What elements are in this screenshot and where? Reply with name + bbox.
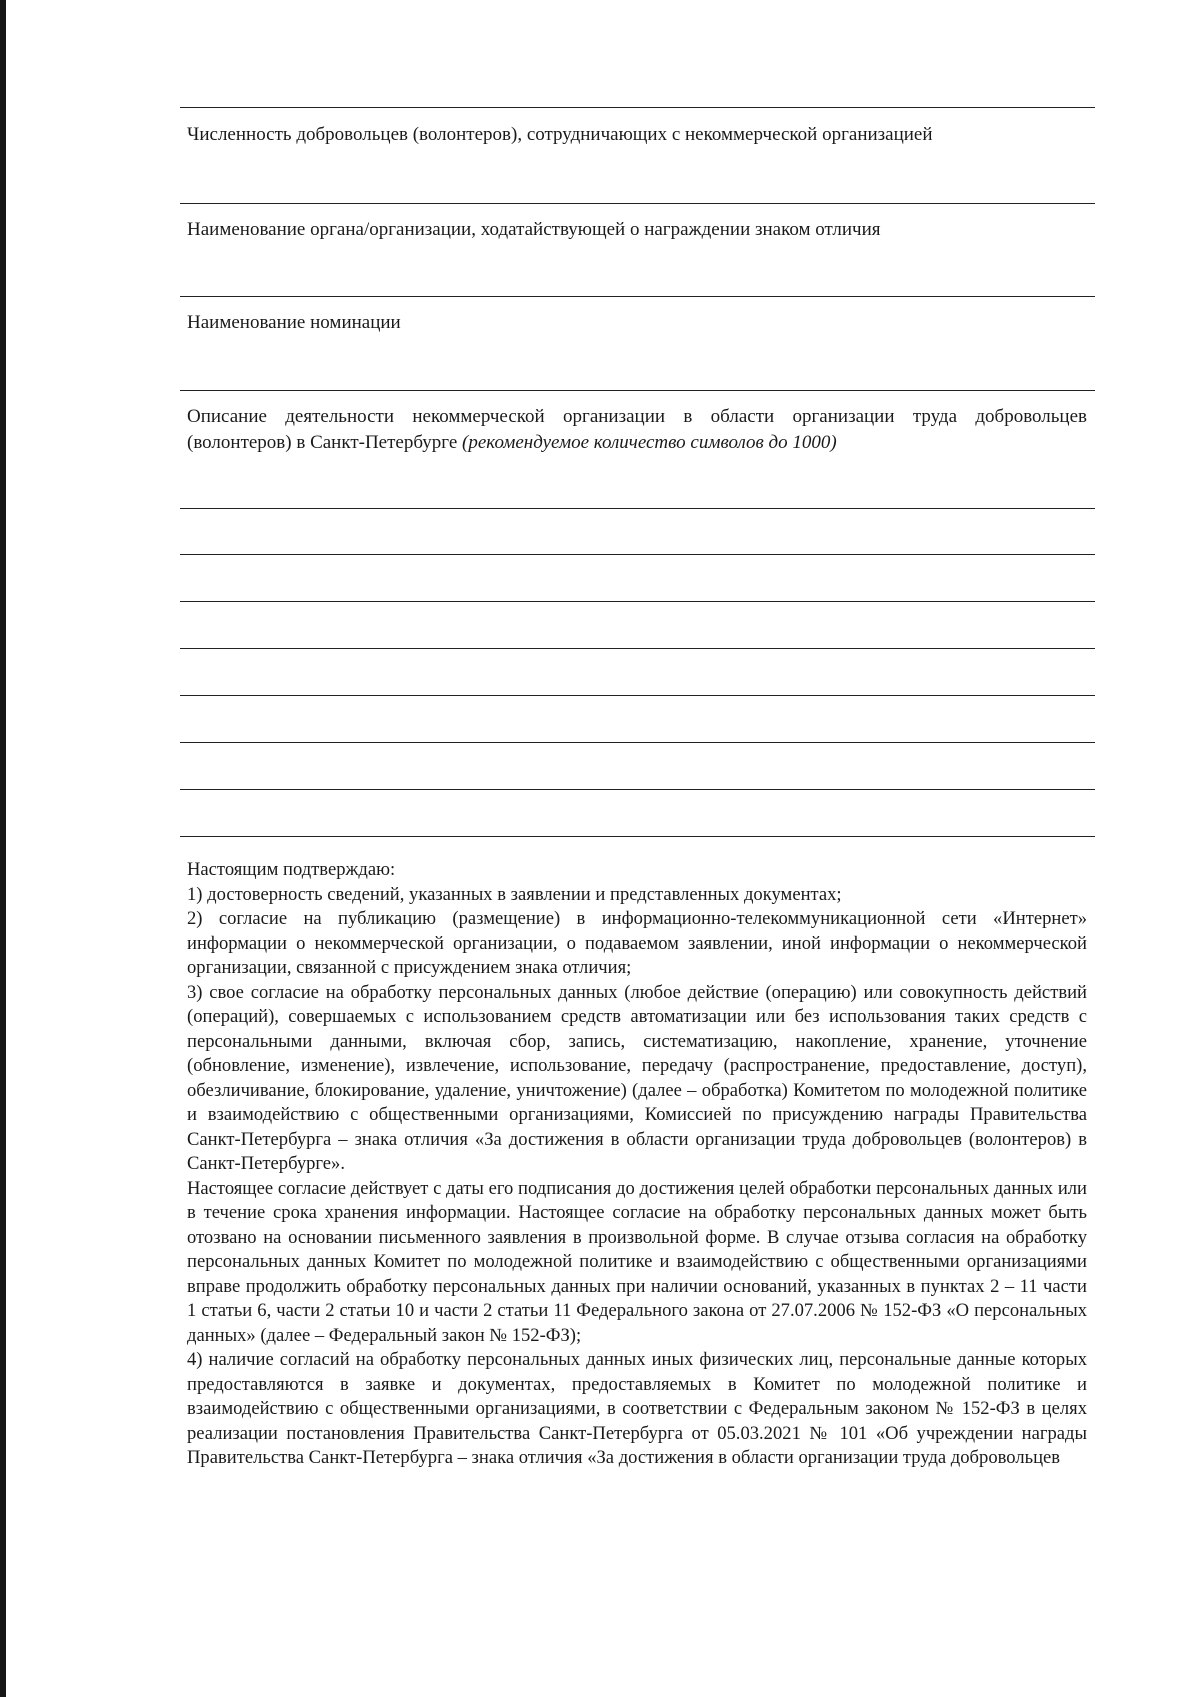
consent-item-2: 2) согласие на публикацию (размещение) в информационно-телекоммуникационной сети «Интернет» информации о некоммерческой организации, о подаваемом заявлении, иной информации о некоммерческой организации, связанной с присуждением знака отличия; xyxy=(187,908,1087,978)
description-line[interactable] xyxy=(180,508,1095,509)
description-line[interactable] xyxy=(180,836,1095,837)
description-label-text: Описание деятельности некоммерческой организации в области организации труда добровольцев (волонтеров) в Санкт-Петербурге xyxy=(187,406,1087,453)
consent-item-1: 1) достоверность сведений, указанных в заявлении и представленных документах; xyxy=(187,883,842,905)
description-line[interactable] xyxy=(180,648,1095,649)
application-form-page xyxy=(180,0,1095,1697)
description-hint: (рекомендуемое количество символов до 1000) xyxy=(462,432,837,453)
nomination-field[interactable] xyxy=(180,390,1095,391)
activity-description-label xyxy=(187,404,1087,456)
nominating-organization-field[interactable] xyxy=(180,296,1095,297)
consent-item-3: 3) свое согласие на обработку персональных данных (любое действие (операцию) или совокупность действий (операций), совершаемых с использованием средств автоматизации или без использования таких средств с персональными данными, включая сбор, запись, систематизацию, накопление, хранение, уточнение (обновление, изменение), извлечение, использование, передачу (распространение, предоставление, доступ), обезличивание, блокирование, удаление, уничтожение) (далее – обработка) Комитетом по молодежной политике и взаимодействию с общественными организациями, Комиссией по присуждению награды Правительства Санкт-Петербурга – знака отличия «За достижения в области организации труда добровольцев (волонтеров) в Санкт-Петербурге». xyxy=(187,981,1087,1174)
consent-item-4: 4) наличие согласий на обработку персональных данных иных физических лиц, персональные данные которых предоставляются в заявке и документах, предоставляемых в Комитет по молодежной политике и взаимодействию с общественными организациями, в соответствии с Федеральным законом № 152-ФЗ в целях реализации постановления Правительства Санкт-Петербурга от 05.03.2021 № 101 «Об учреждении награды Правительства Санкт-Петербурга – знака отличия «За достижения в области организации труда добровольцев xyxy=(187,1349,1087,1468)
volunteer-count-field[interactable] xyxy=(180,203,1095,204)
consent-validity: Настоящее согласие действует с даты его подписания до достижения целей обработки персональных данных или в течение срока хранения информации. Настоящее согласие на обработку персональных данных может быть отозвано на основании письменного заявления в произвольной форме. В случае отзыва согласия на обработку персональных данных Комитет по молодежной политике и взаимодействию с общественными организациями вправе продолжить обработку персональных данных при наличии оснований, указанных в пунктах 2 – 11 части 1 статьи 6, части 2 статьи 10 и части 2 статьи 11 Федерального закона от 27.07.2006 № 152-ФЗ «О персональных данных» (далее – Федеральный закон № 152-ФЗ); xyxy=(187,1177,1087,1346)
blank-line xyxy=(180,107,1095,108)
description-line[interactable] xyxy=(180,742,1095,743)
description-line[interactable] xyxy=(180,695,1095,696)
consent-section xyxy=(187,858,1087,1471)
description-line[interactable] xyxy=(180,601,1095,602)
description-line[interactable] xyxy=(180,789,1095,790)
scan-edge xyxy=(0,0,6,1697)
description-line[interactable] xyxy=(180,554,1095,555)
nomination-label: Наименование номинации xyxy=(187,312,401,333)
consent-intro: Настоящим подтверждаю: xyxy=(187,859,396,880)
volunteer-count-label: Численность добровольцев (волонтеров), сотрудничающих с некоммерческой организацией xyxy=(187,124,933,145)
nominating-organization-label: Наименование органа/организации, ходатайствующей о награждении знаком отличия xyxy=(187,219,881,240)
